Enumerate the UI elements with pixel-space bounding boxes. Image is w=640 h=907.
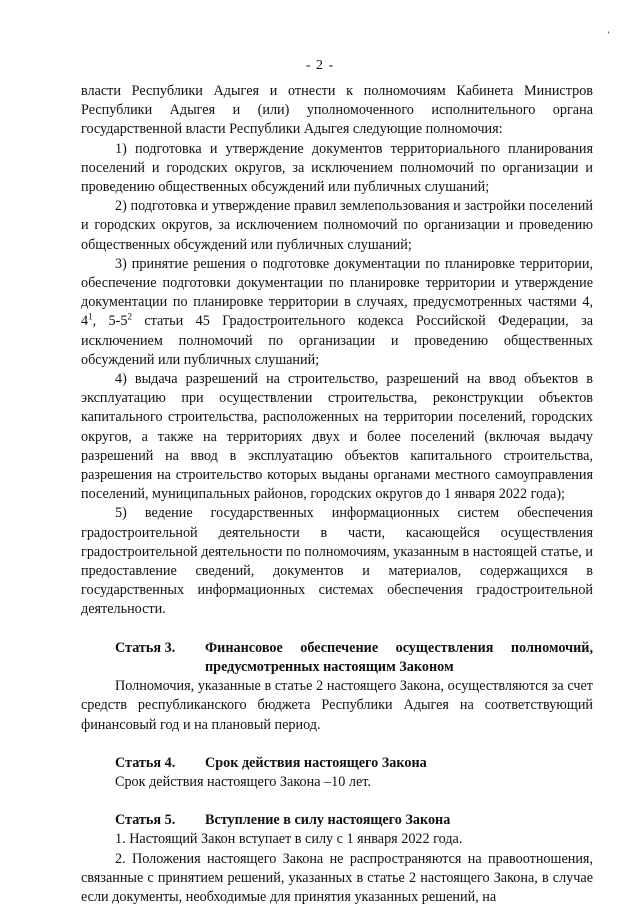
- item-3-part1: 3) принятие решения о подготовке документации по планировке территории, обеспечение подготовки документации по планировке территории и утверждение документации по планировке территории в случаях, предусмотренных частями 4, 4: [81, 255, 593, 330]
- item-2: 2) подготовка и утверждение правил землепользования и застройки поселений и городских округов, за исключением полномочий по организации и проведению общественных обсуждений или публичных слушаний;: [81, 198, 593, 253]
- item-3-sup1: 1: [88, 311, 93, 322]
- item-4: 4) выдача разрешений на строительство, разрешений на ввод объектов в эксплуатацию при осуществлении строительства, реконструкции объектов капитального строительства, расположенных на территории поселений, городских округов, а также на территориях двух и более поселений (включая выдачу разрешений на ввод в эксплуатацию объектов капитального строительства, разрешения на строительство которых выданы органами местного самоуправления поселений, муниципальных районов, городских округов до 1 января 2022 года);: [81, 371, 593, 503]
- item-5: 5) ведение государственных информационных систем обеспечения градостроительной деятельности в части, касающейся осуществления градостроительной деятельности по полномочиям, указанным в настоящей статье, и предоставление сведений, документов и материалов, содержащихся в государственных информационных системах обеспечения градостроительной деятельности.: [81, 505, 593, 618]
- intro-paragraph: власти Республики Адыгея и отнести к полномочиям Кабинета Министров Республики Адыгея и (или) уполномоченного исполнительного органа государственной власти Республики Адыгея следующие полномочия:: [81, 83, 593, 138]
- document-body: [81, 82, 593, 907]
- article-5-number: Статья 5.: [115, 812, 176, 829]
- item-1: 1) подготовка и утверждение документов территориального планирования поселений и городских округов, за исключением полномочий по организации и проведению общественных обсуждений или публичных слушаний;: [81, 140, 593, 196]
- article-3-heading: [81, 639, 593, 677]
- article-4-heading: [81, 754, 593, 773]
- article-5-paragraph-2: 2. Положения настоящего Закона не распространяются на правоотношения, связанные с принятием решений, указанных в статье 2 настоящего Закона, в случае если документы, необходимые для принятия указанных решений, на: [81, 850, 593, 905]
- page-number: - 2 -: [305, 58, 335, 73]
- item-3-part2: , 5-5: [92, 313, 128, 330]
- article-5-heading: [81, 811, 593, 830]
- article-3-text: Полномочия, указанные в статье 2 настоящего Закона, осуществляются за счет средств республиканского бюджета Республики Адыгея на соответствующий финансовый год и на плановый период.: [81, 678, 593, 733]
- article-3-title: Финансовое обеспечение осуществления полномочий, предусмотренных настоящим Законом: [205, 639, 593, 675]
- article-3-number: Статья 3.: [115, 639, 176, 656]
- article-4-title: Срок действия настоящего Закона: [205, 754, 427, 771]
- item-3-sup2: 2: [127, 311, 132, 322]
- article-4-number: Статья 4.: [115, 754, 176, 771]
- article-5-paragraph-1: 1. Настоящий Закон вступает в силу с 1 января 2022 года.: [115, 831, 463, 848]
- article-5-title: Вступление в силу настоящего Закона: [205, 812, 451, 829]
- corner-mark: ’: [607, 30, 610, 40]
- item-3: [81, 255, 593, 370]
- item-3-part3: статьи 45 Градостроительного кодекса Российской Федерации, за исключением полномочий по организации и проведению общественных обсуждений или публичных слушаний;: [81, 313, 593, 368]
- article-4-text: Срок действия настоящего Закона –10 лет.: [115, 773, 371, 790]
